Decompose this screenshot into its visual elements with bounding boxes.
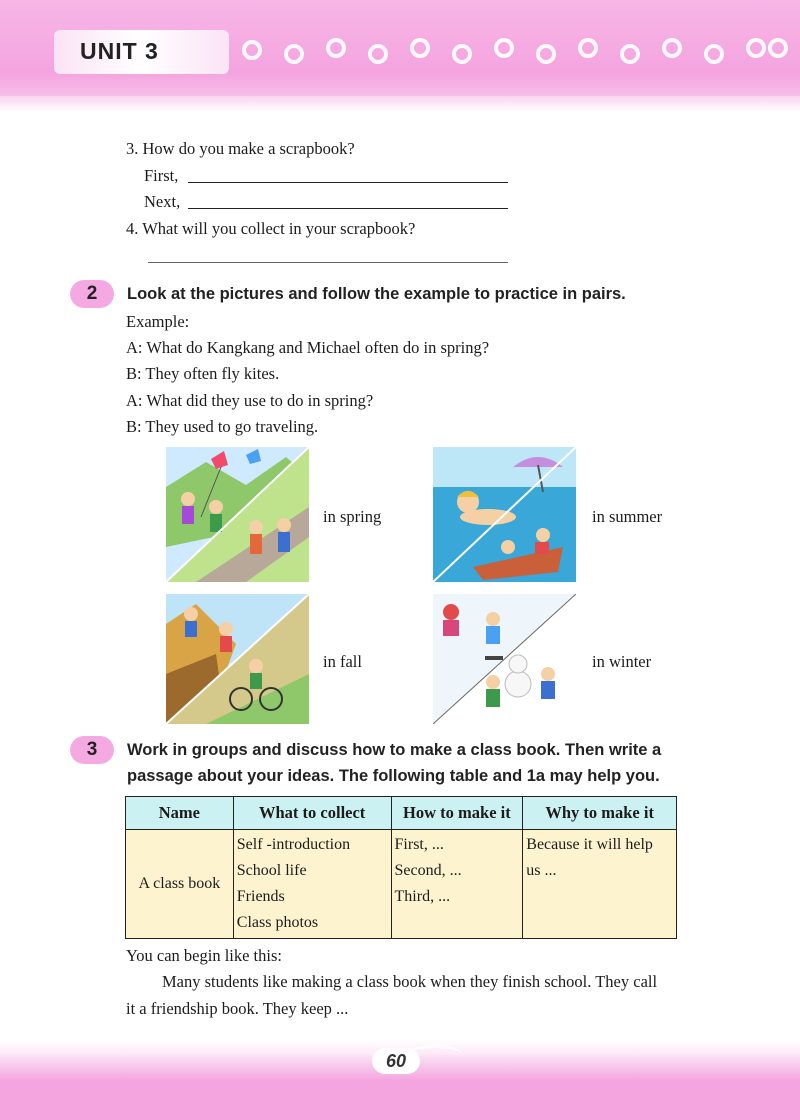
example-label: Example: bbox=[126, 312, 190, 331]
ring-icon bbox=[746, 38, 766, 58]
next-answer-line[interactable] bbox=[188, 208, 508, 209]
summer-swimming-boating-illustration bbox=[433, 447, 576, 582]
winter-picture bbox=[433, 594, 576, 724]
first-label: First, bbox=[144, 166, 179, 185]
section-2-instruction: Look at the pictures and follow the example to practice in pairs. bbox=[127, 285, 626, 303]
spring-label: in spring bbox=[323, 507, 382, 526]
table-header-row bbox=[126, 797, 677, 830]
fall-climbing-cycling-illustration bbox=[166, 594, 309, 724]
table-cell-why bbox=[523, 830, 677, 939]
ring-icon bbox=[494, 38, 514, 58]
section-2-badge: 2 bbox=[70, 280, 114, 308]
table-header: How to make it bbox=[391, 797, 523, 830]
unit-title: UNIT 3 bbox=[80, 38, 159, 64]
spring-picture bbox=[166, 447, 309, 582]
section-3-instruction-line1: Work in groups and discuss how to make a class book. Then write a bbox=[127, 741, 662, 759]
table-cell-how bbox=[391, 830, 523, 939]
fall-label: in fall bbox=[323, 652, 362, 671]
ring-icon bbox=[452, 44, 472, 64]
next-label: Next, bbox=[144, 192, 181, 211]
q4-answer-line[interactable] bbox=[148, 262, 508, 263]
why-item: us ... bbox=[526, 862, 557, 879]
table-cell-name: A class book bbox=[126, 830, 234, 939]
summer-label: in summer bbox=[592, 507, 663, 526]
ring-icon bbox=[284, 44, 304, 64]
page-number: 60 bbox=[372, 1048, 420, 1074]
table-cell-collect bbox=[233, 830, 391, 939]
ring-icon bbox=[368, 44, 388, 64]
how-item: Third, ... bbox=[394, 888, 451, 905]
collect-item: Class photos bbox=[236, 914, 319, 931]
header-fade bbox=[0, 96, 800, 112]
table-row bbox=[126, 830, 677, 939]
passage-line: it a friendship book. They keep ... bbox=[126, 999, 349, 1018]
ring-icon bbox=[768, 38, 788, 58]
dialogue-line: A: What do Kangkang and Michael often do in spring? bbox=[126, 338, 490, 357]
ring-icon bbox=[242, 40, 262, 60]
ring-icon bbox=[536, 44, 556, 64]
winter-label: in winter bbox=[592, 652, 652, 671]
dialogue-line: A: What did they use to do in spring? bbox=[126, 391, 374, 410]
fall-picture bbox=[166, 594, 309, 724]
collect-item: School life bbox=[236, 862, 307, 879]
class-book-table bbox=[125, 796, 677, 939]
spring-kites-hiking-illustration bbox=[166, 447, 309, 582]
section-3-badge: 3 bbox=[70, 736, 114, 764]
ring-icon bbox=[578, 38, 598, 58]
winter-skating-snowman-illustration bbox=[433, 594, 576, 724]
passage-line: Many students like making a class book when they finish school. They call bbox=[162, 972, 658, 991]
decorative-rings bbox=[238, 34, 800, 74]
dialogue-line: B: They used to go traveling. bbox=[126, 417, 319, 436]
ring-icon bbox=[326, 38, 346, 58]
why-item: Because it will help bbox=[526, 836, 653, 853]
how-item: Second, ... bbox=[394, 862, 462, 879]
first-answer-line[interactable] bbox=[188, 182, 508, 183]
table-header: What to collect bbox=[233, 797, 391, 830]
summer-picture bbox=[433, 447, 576, 582]
ring-icon bbox=[662, 38, 682, 58]
ring-icon bbox=[410, 38, 430, 58]
question-3: 3. How do you make a scrapbook? bbox=[126, 139, 355, 158]
question-4: 4. What will you collect in your scrapbook? bbox=[126, 219, 416, 238]
begin-label: You can begin like this: bbox=[126, 946, 282, 965]
how-item: First, ... bbox=[394, 836, 444, 853]
collect-item: Friends bbox=[236, 888, 285, 905]
table-header: Name bbox=[126, 797, 234, 830]
section-3-instruction-line2: passage about your ideas. The following table and 1a may help you. bbox=[127, 767, 660, 785]
ring-icon bbox=[704, 44, 724, 64]
dialogue-line: B: They often fly kites. bbox=[126, 364, 280, 383]
ring-icon bbox=[620, 44, 640, 64]
table-header: Why to make it bbox=[523, 797, 677, 830]
collect-item: Self -introduction bbox=[236, 836, 351, 853]
